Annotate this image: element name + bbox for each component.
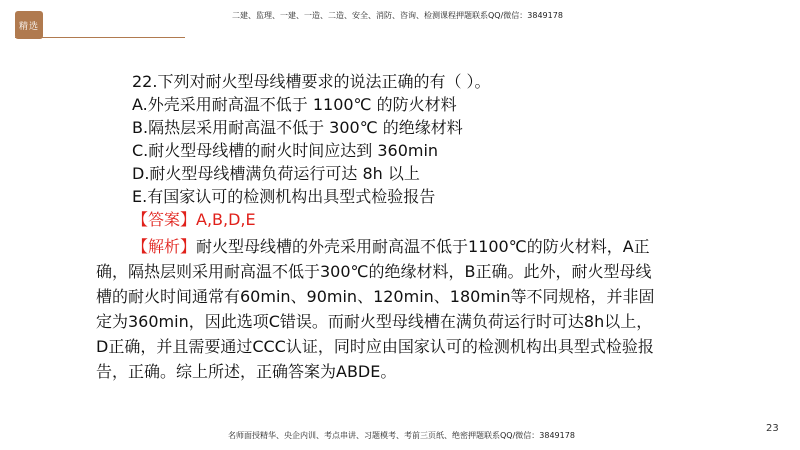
answer-value: A,B,D,E [196, 210, 256, 229]
option-b: B.隔热层采用耐高温不低于 300℃ 的绝缘材料 [132, 118, 463, 137]
question-stem: 22.下列对耐火型母线槽要求的说法正确的有（ ）。 [132, 72, 491, 91]
brand-logo [15, 11, 43, 39]
answer-tag: 【答案】 [132, 210, 197, 229]
question-content [96, 70, 656, 384]
header-divider [15, 37, 185, 38]
answer-line [96, 208, 656, 231]
option-d: D.耐火型母线槽满负荷运行可达 8h 以上 [132, 164, 420, 183]
option-c: C.耐火型母线槽的耐火时间应达到 360min [132, 141, 439, 160]
option-e: E.有国家认可的检测机构出具型式检验报告 [132, 187, 436, 206]
explanation-paragraph [96, 234, 656, 384]
page-number: 23 [766, 423, 779, 434]
explanation-tag: 【解析】 [132, 237, 197, 256]
explanation-text: 耐火型母线槽的外壳采用耐高温不低于1100℃的防火材料，A正确，隔热层则采用耐高温不低于300℃的绝缘材料，B正确。此外，耐火型母线槽的耐火时间通常有60min、90min、120min、180min等不同规格，并非固定为360min，因此选项C错误。而耐火型母线槽在满负荷运行时可达8h以上，D正确，并且需要通过CCC认证，同时应由国家认可的检测机构出具型式检验报告，正确。综上所述，正确答案为ABDE。 [96, 237, 655, 381]
footer-contact-line: 名师面授精华、央企内训、考点串讲、习题模考、考前三页纸、绝密押题联系QQ/微信：3849178 [228, 431, 575, 440]
option-a: A.外壳采用耐高温不低于 1100℃ 的防火材料 [132, 95, 457, 114]
logo-text: 精选 [18, 21, 39, 32]
header-contact-line: 二建、监理、一建、一造、二造、安全、消防、咨询、检测课程押题联系QQ/微信：3849178 [232, 11, 563, 20]
